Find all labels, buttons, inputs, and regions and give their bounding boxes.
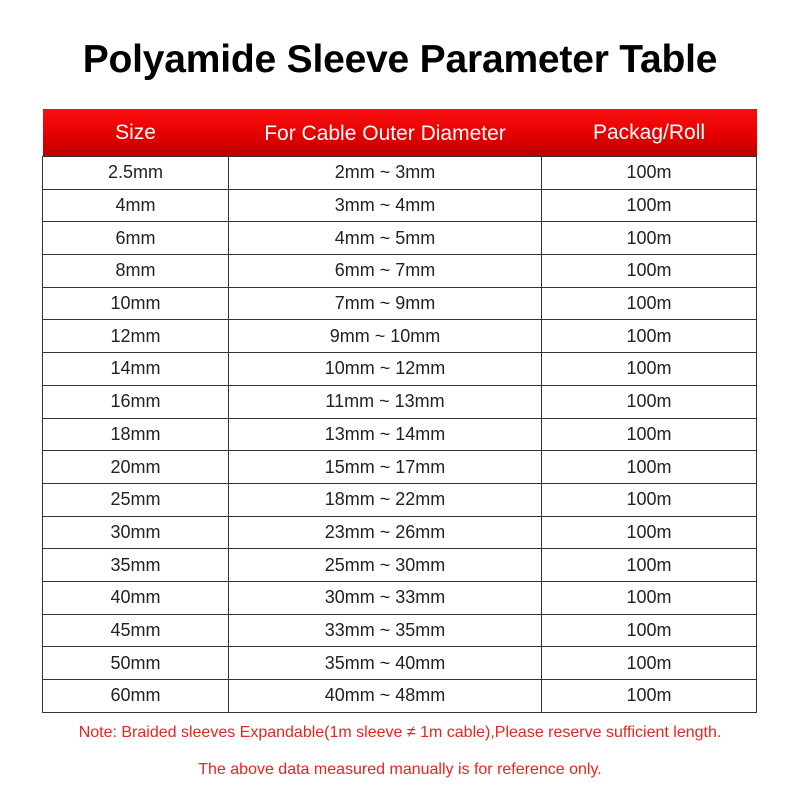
table-row (43, 255, 757, 288)
size-cell: 14mm (43, 353, 229, 386)
package-cell: 100m (542, 680, 757, 713)
package-cell: 100m (542, 483, 757, 516)
table-row (43, 385, 757, 418)
page-title: Polyamide Sleeve Parameter Table (82, 38, 718, 81)
size-cell: 8mm (43, 255, 229, 288)
header-cable-outer-diameter: For Cable Outer Diameter (229, 109, 542, 157)
cable-diameter-cell: 13mm ~ 14mm (229, 418, 542, 451)
package-cell: 100m (542, 255, 757, 288)
note-line-1: Note: Braided sleeves Expandable(1m sleeve ≠ 1m cable),Please reserve sufficient length. (78, 724, 722, 741)
package-cell: 100m (542, 287, 757, 320)
size-cell: 50mm (43, 647, 229, 680)
header-size: Size (43, 109, 229, 157)
package-cell: 100m (542, 581, 757, 614)
cable-diameter-cell: 6mm ~ 7mm (229, 255, 542, 288)
package-cell: 100m (542, 451, 757, 484)
cable-diameter-cell: 35mm ~ 40mm (229, 647, 542, 680)
table-row (43, 418, 757, 451)
cable-diameter-cell: 23mm ~ 26mm (229, 516, 542, 549)
table-row (43, 222, 757, 255)
package-cell: 100m (542, 222, 757, 255)
table-row (43, 451, 757, 484)
size-cell: 12mm (43, 320, 229, 353)
package-cell: 100m (542, 549, 757, 582)
cable-diameter-cell: 7mm ~ 9mm (229, 287, 542, 320)
cable-diameter-cell: 18mm ~ 22mm (229, 483, 542, 516)
cable-diameter-cell: 3mm ~ 4mm (229, 189, 542, 222)
table-row (43, 647, 757, 680)
cable-diameter-cell: 33mm ~ 35mm (229, 614, 542, 647)
cable-diameter-cell: 15mm ~ 17mm (229, 451, 542, 484)
size-cell: 10mm (43, 287, 229, 320)
size-cell: 6mm (43, 222, 229, 255)
table-row (43, 483, 757, 516)
package-cell: 100m (542, 516, 757, 549)
cable-diameter-cell: 25mm ~ 30mm (229, 549, 542, 582)
table-body (43, 157, 757, 713)
size-cell: 4mm (43, 189, 229, 222)
size-cell: 40mm (43, 581, 229, 614)
size-cell: 25mm (43, 483, 229, 516)
parameter-table (42, 109, 757, 713)
package-cell: 100m (542, 157, 757, 190)
parameter-table-container (42, 109, 756, 713)
cable-diameter-cell: 4mm ~ 5mm (229, 222, 542, 255)
cable-diameter-cell: 30mm ~ 33mm (229, 581, 542, 614)
header-row (43, 109, 757, 157)
cable-diameter-cell: 2mm ~ 3mm (229, 157, 542, 190)
table-row (43, 189, 757, 222)
cable-diameter-cell: 11mm ~ 13mm (229, 385, 542, 418)
header-package-per-roll: Packag/Roll (542, 109, 757, 157)
package-cell: 100m (542, 385, 757, 418)
table-row (43, 549, 757, 582)
package-cell: 100m (542, 353, 757, 386)
cable-diameter-cell: 40mm ~ 48mm (229, 680, 542, 713)
table-row (43, 353, 757, 386)
package-cell: 100m (542, 418, 757, 451)
size-cell: 2.5mm (43, 157, 229, 190)
table-row (43, 581, 757, 614)
table-row (43, 287, 757, 320)
table-row (43, 680, 757, 713)
package-cell: 100m (542, 189, 757, 222)
note-line-2: The above data measured manually is for reference only. (198, 761, 602, 778)
cable-diameter-cell: 10mm ~ 12mm (229, 353, 542, 386)
size-cell: 18mm (43, 418, 229, 451)
table-row (43, 614, 757, 647)
size-cell: 45mm (43, 614, 229, 647)
table-header (43, 109, 757, 157)
size-cell: 16mm (43, 385, 229, 418)
package-cell: 100m (542, 320, 757, 353)
package-cell: 100m (542, 647, 757, 680)
table-row (43, 157, 757, 190)
cable-diameter-cell: 9mm ~ 10mm (229, 320, 542, 353)
size-cell: 35mm (43, 549, 229, 582)
table-row (43, 516, 757, 549)
size-cell: 60mm (43, 680, 229, 713)
size-cell: 30mm (43, 516, 229, 549)
size-cell: 20mm (43, 451, 229, 484)
package-cell: 100m (542, 614, 757, 647)
table-row (43, 320, 757, 353)
notes (0, 716, 800, 780)
